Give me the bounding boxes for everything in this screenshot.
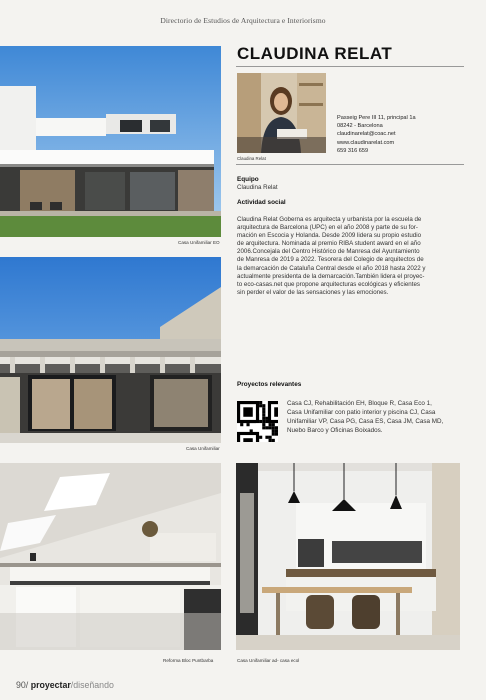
architect-portrait [237, 73, 326, 153]
photo-caption: Reforma Bloc Puntbarba [163, 658, 214, 663]
activity-label: Actividad social [237, 199, 286, 206]
section-divider [236, 164, 464, 165]
activity-line: arquitectura de Barcelona (UPC) en el año 2008 y parte de su for- [237, 224, 418, 232]
activity-line: actualmente presidenta de la demarcación.También lidera el proyec- [237, 272, 425, 280]
projects-line: Casa CJ, Rehabilitación EH, Bloque R, Casa Eco 1, [287, 400, 432, 407]
contact-city: 08242 - Barcelona [337, 123, 383, 130]
activity-line: de Manresa de 2019 a 2022. Tesorera del Colegio de arquitectos de [237, 256, 424, 264]
page-number: 90 [16, 680, 26, 690]
title-divider [236, 66, 464, 67]
footer-separator: / [25, 680, 29, 690]
contact-email: claudinarelat@coac.net [337, 131, 396, 138]
magazine-brand-separator: / [70, 680, 74, 690]
page-header: Directorio de Estudios de Arquitectura e Interiorismo [160, 16, 326, 25]
team-value: Claudina Relat [237, 184, 278, 191]
activity-line: la demarcación de Cataluña Central desde el año 2018 hasta 2022 y [237, 264, 426, 272]
contact-phone: 659 316 659 [337, 147, 369, 154]
qr-code[interactable] [237, 401, 278, 442]
activity-text [237, 216, 467, 297]
portrait-caption: Claudina Relat [237, 156, 266, 161]
page-footer [16, 680, 114, 690]
contact-website: www.claudinarelat.com [337, 139, 395, 146]
architect-name: CLAUDINA RELAT [237, 44, 393, 63]
projects-text [287, 399, 467, 435]
contact-address: Passeig Pere III 11, principal 1a [337, 115, 416, 121]
magazine-brand: proyectar [30, 680, 71, 690]
photo-caption: Casa Unifamiliar [186, 446, 220, 451]
activity-line: mación en Escocia y Holanda. Desde 2009 lidera su propio estudio [237, 232, 422, 240]
projects-line: Unifamiliar VP, Casa PG, Casa ES, Casa JM, Casa MD, [287, 418, 444, 426]
magazine-brand-suffix: diseñando [73, 680, 114, 690]
projects-line: Casa Unifamiliar con patio interior y piscina CJ, Casa [287, 409, 436, 417]
dining-kitchen-photo [236, 463, 460, 650]
kitchen-photo [0, 463, 221, 650]
team-label: Equipo [237, 176, 259, 183]
projects-label: Proyectos relevantes [237, 381, 302, 388]
house-exterior-photo [0, 46, 221, 237]
activity-line: de arquitectura. Nominada al premio RIBA student award en el año [237, 240, 421, 248]
house-pergola-photo [0, 257, 221, 443]
activity-line: to eco-casas.net que propone arquitecturas ecológicas y eficientes [237, 280, 420, 288]
projects-line: Nuebo Barco y Oficinas Boixados. [287, 427, 383, 435]
activity-line: 2006.Concejala del Centro Histórico de Manresa del Ayuntamiento [237, 248, 420, 256]
activity-line: sin perder el valor de las sensaciones y las emociones. [237, 288, 389, 296]
photo-caption: Casa Unifamiliar ad- casa ecol [237, 658, 300, 663]
photo-caption: Casa Unifamiliar EO [178, 240, 220, 245]
contact-block [337, 114, 416, 155]
activity-line: Claudina Relat Goberna es arquitecta y urbanista por la escuela de [237, 216, 422, 223]
